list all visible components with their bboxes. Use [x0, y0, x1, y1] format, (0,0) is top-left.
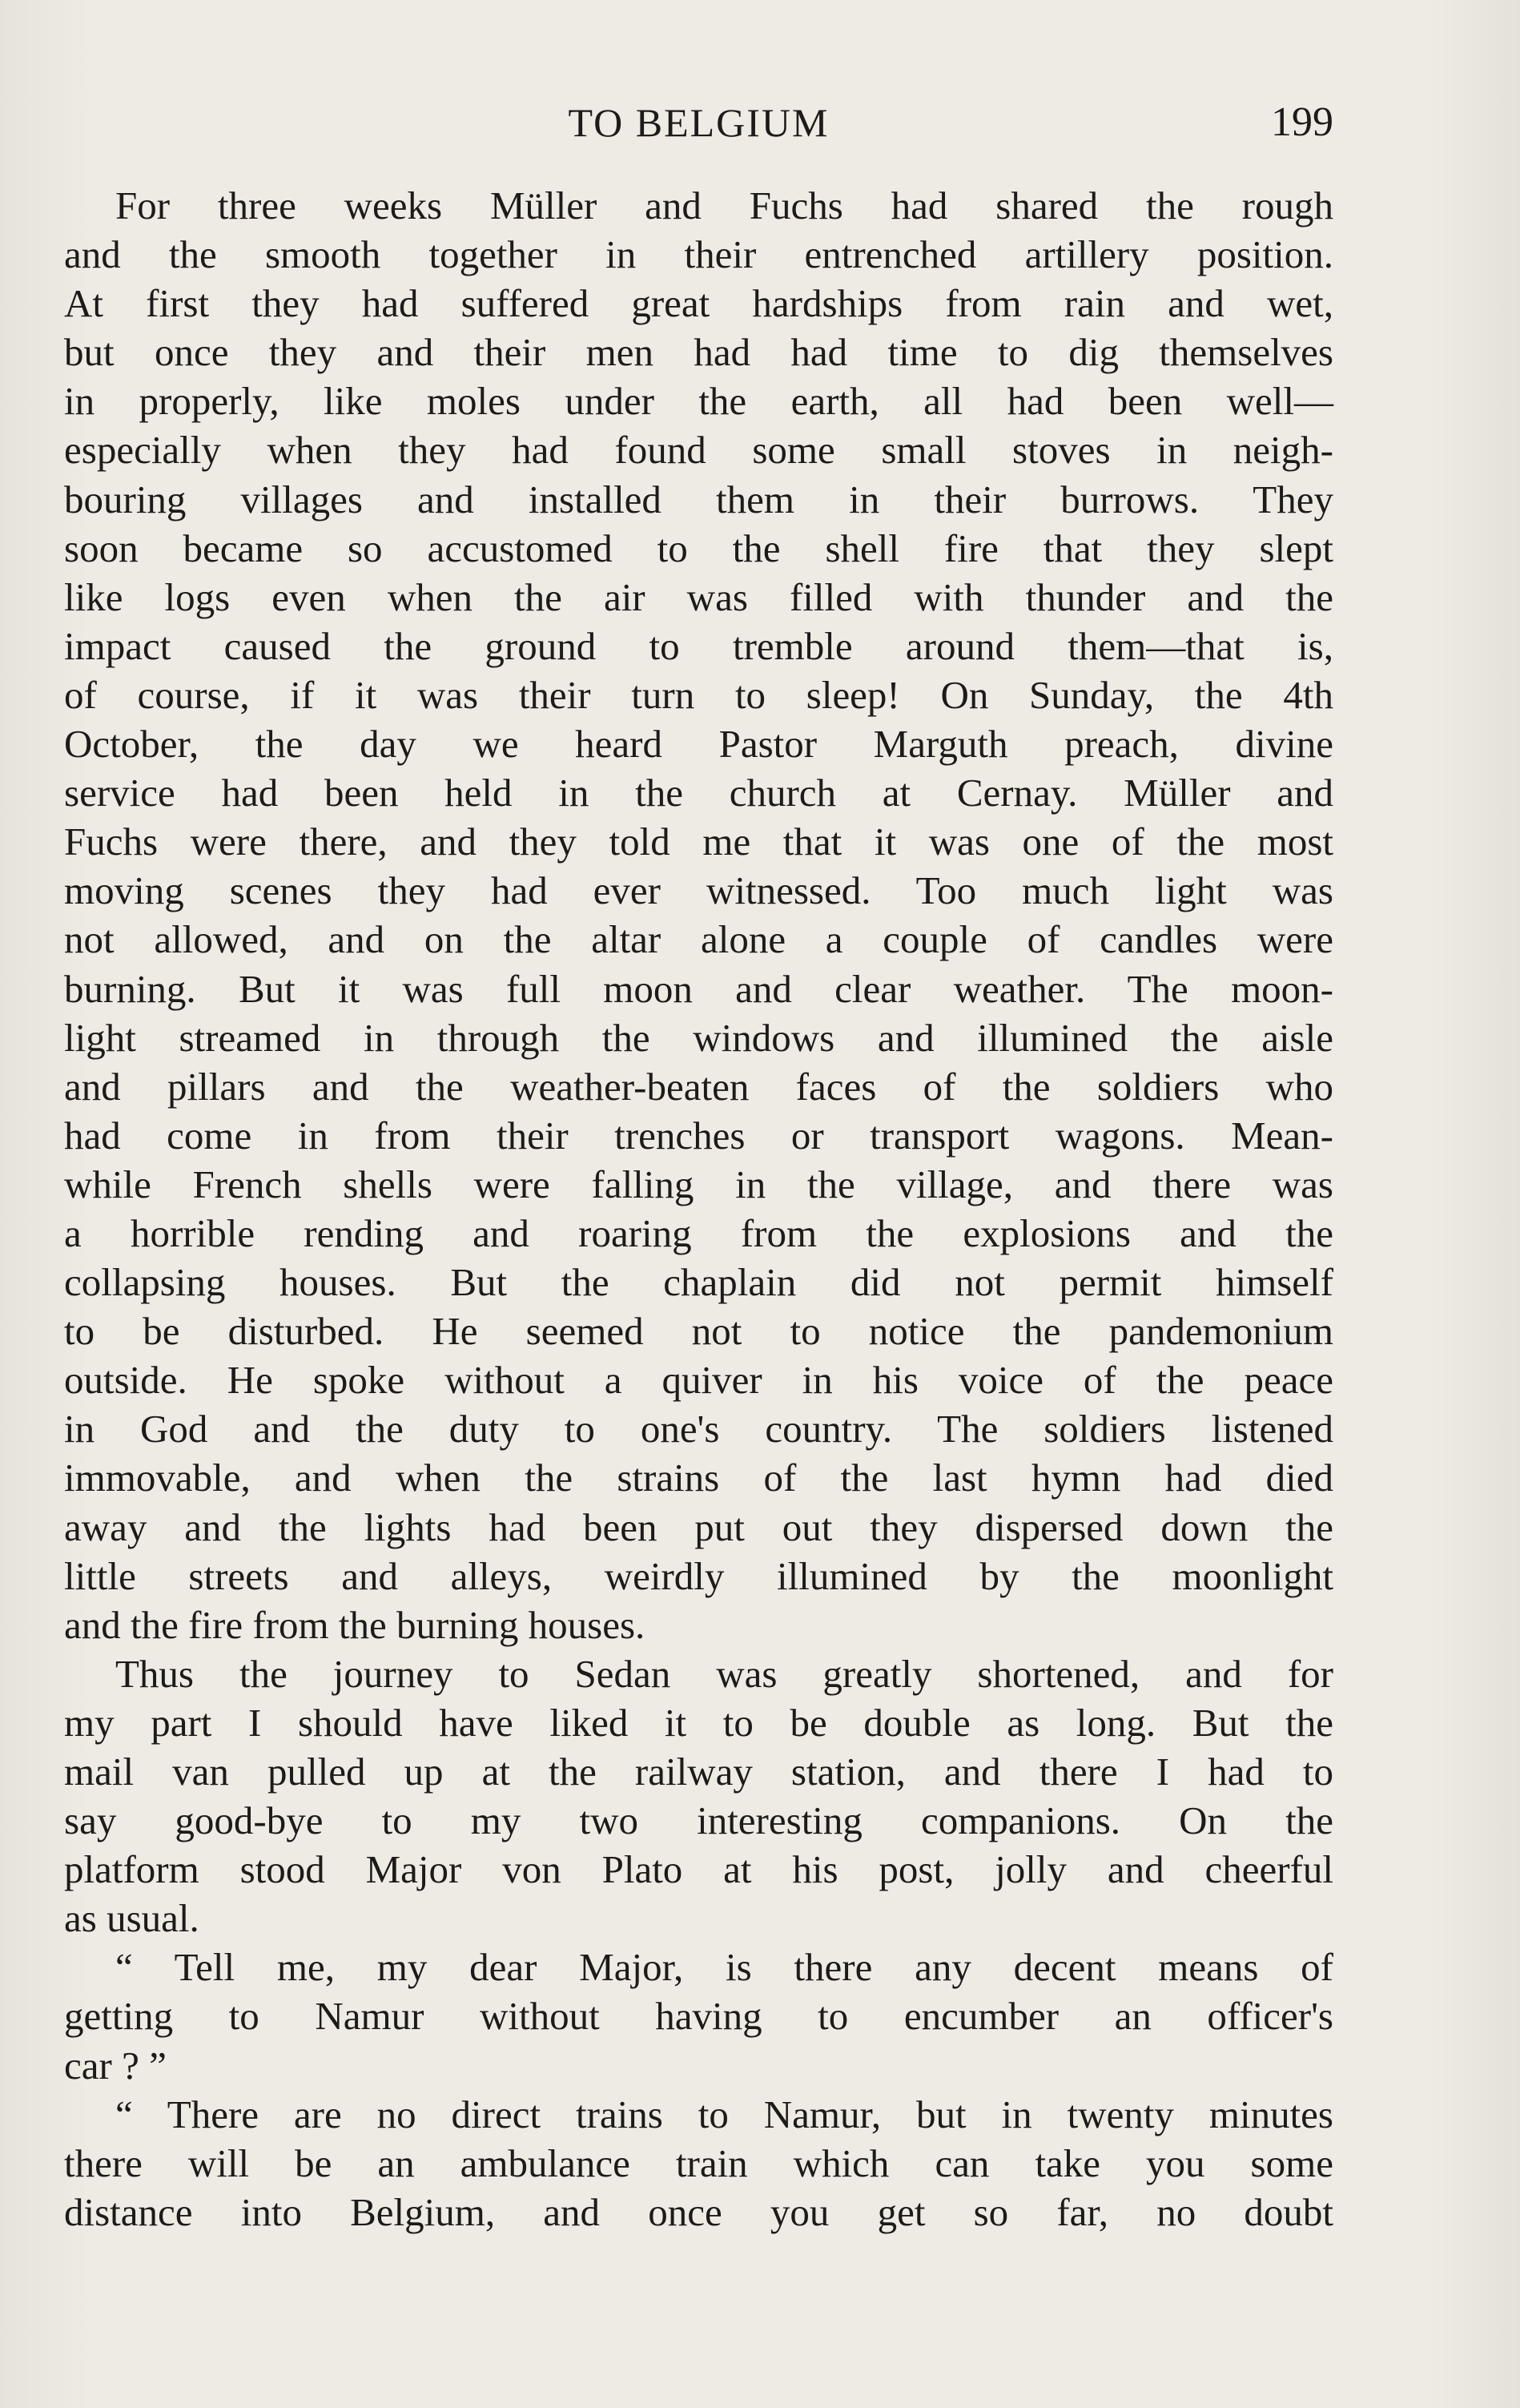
text-line: “ Tell me, my dear Major, is there any decent means of: [115, 1945, 1333, 1990]
page-header: [64, 95, 1333, 151]
text-line: burning. But it was full moon and clear weather. The moon-: [64, 966, 1333, 1011]
text-line: away and the lights had been put out they dispersed down the: [64, 1504, 1333, 1549]
text-line: outside. He spoke without a quiver in his voice of the peace: [64, 1358, 1333, 1403]
text-line: and pillars and the weather-beaten faces of the soldiers who: [64, 1064, 1333, 1109]
text-line: October, the day we heard Pastor Marguth preach, divine: [64, 722, 1333, 767]
text-line: my part I should have liked it to be double as long. But the: [64, 1700, 1333, 1745]
text-line: car ? ”: [64, 2043, 167, 2088]
text-line: platform stood Major von Plato at his post, jolly and cheerful: [64, 1847, 1333, 1892]
text-line: mail van pulled up at the railway station, and there I had to: [64, 1750, 1333, 1794]
text-line: especially when they had found some small stoves in neigh-: [64, 428, 1333, 473]
text-line: there will be an ambulance train which can take you some: [64, 2140, 1333, 2185]
text-line: but once they and their men had had time to dig themselves: [64, 330, 1333, 375]
text-line: while French shells were falling in the village, and there was: [64, 1162, 1333, 1206]
text-line: say good-bye to my two interesting companions. On the: [64, 1798, 1333, 1843]
text-line: like logs even when the air was filled with thunder and the: [64, 574, 1333, 619]
text-line: not allowed, and on the altar alone a couple of candles were: [64, 917, 1333, 962]
text-line: bouring villages and installed them in their burrows. They: [64, 477, 1333, 521]
text-line: in properly, like moles under the earth, all had been well—: [64, 379, 1333, 424]
text-line: moving scenes they had ever witnessed. Too much light was: [64, 868, 1333, 913]
text-line: little streets and alleys, weirdly illumined by the moonlight: [64, 1553, 1333, 1598]
text-line: and the fire from the burning houses.: [64, 1602, 645, 1647]
text-line: soon became so accustomed to the shell fire that they slept: [64, 525, 1333, 570]
text-line: and the smooth together in their entrenched artillery position.: [64, 232, 1333, 277]
text-line: distance into Belgium, and once you get so far, no doubt: [64, 2189, 1333, 2234]
text-line: of course, if it was their turn to sleep! On Sunday, the 4th: [64, 672, 1333, 717]
text-line: Thus the journey to Sedan was greatly shortened, and for: [115, 1651, 1333, 1696]
text-line: in God and the duty to one's country. The soldiers listened: [64, 1407, 1333, 1452]
text-line: as usual.: [64, 1896, 199, 1941]
text-line: impact caused the ground to tremble around them—that is,: [64, 623, 1333, 668]
text-line: light streamed in through the windows and illumined the aisle: [64, 1015, 1333, 1060]
text-line: For three weeks Müller and Fuchs had shared the rough: [115, 183, 1333, 228]
text-line: Fuchs were there, and they told me that it was one of the most: [64, 819, 1333, 864]
text-line: had come in from their trenches or transport wagons. Mean-: [64, 1113, 1333, 1158]
text-line: to be disturbed. He seemed not to notice the pandemonium: [64, 1309, 1333, 1354]
body-text: [64, 181, 1333, 2237]
text-line: a horrible rending and roaring from the explosions and the: [64, 1210, 1333, 1255]
text-line: getting to Namur without having to encumber an officer's: [64, 1994, 1333, 2039]
text-line: At first they had suffered great hardships from rain and wet,: [64, 281, 1333, 326]
text-line: “ There are no direct trains to Namur, but in twenty minutes: [115, 2092, 1333, 2136]
text-line: collapsing houses. But the chaplain did not permit himself: [64, 1260, 1333, 1305]
text-line: service had been held in the church at Cernay. Müller and: [64, 771, 1333, 815]
text-line: immovable, and when the strains of the last hymn had died: [64, 1456, 1333, 1500]
page-number: 199: [1271, 99, 1333, 145]
running-head: TO BELGIUM: [568, 100, 830, 145]
